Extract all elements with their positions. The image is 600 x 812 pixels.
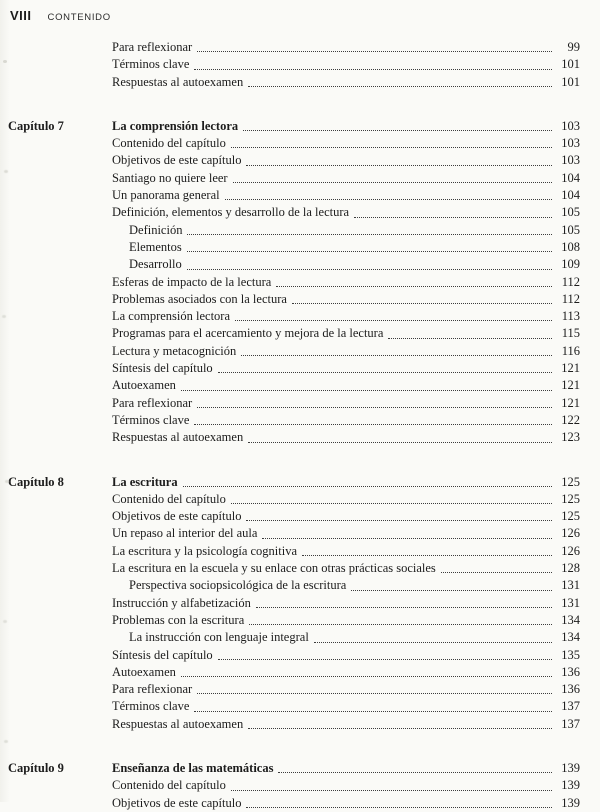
entry-page: 139	[561, 760, 580, 775]
entry-title: Autoexamen	[112, 378, 176, 393]
toc-entry	[112, 612, 580, 629]
entry-title: Perspectiva sociopsicológica de la escritura	[129, 578, 347, 593]
entry-page: 123	[561, 430, 580, 445]
toc-entry	[112, 647, 580, 664]
chapter-label: Capítulo 8	[8, 474, 64, 489]
entry-title: Objetivos de este capítulo	[112, 509, 242, 524]
dot-leader	[246, 807, 552, 808]
dot-leader	[231, 503, 552, 504]
toc-entry	[112, 135, 580, 152]
dot-leader	[181, 390, 552, 391]
toc-entry	[112, 429, 580, 446]
toc-entry	[112, 629, 580, 646]
dot-leader	[248, 728, 552, 729]
dot-leader	[243, 130, 552, 131]
entry-page: 121	[561, 378, 580, 393]
entry-page: 122	[561, 412, 580, 427]
entry-title: La escritura	[112, 474, 178, 489]
entry-title: Contenido del capítulo	[112, 136, 226, 151]
toc-entry	[112, 543, 580, 560]
entry-page: 139	[561, 778, 580, 793]
toc-section	[8, 760, 580, 812]
entry-page: 134	[561, 630, 580, 645]
entry-title: La escritura en la escuela y su enlace con otras prácticas sociales	[112, 561, 436, 576]
toc-entry	[112, 560, 580, 577]
dot-leader	[187, 234, 552, 235]
entry-title: Problemas asociados con la lectura	[112, 291, 287, 306]
entry-page: 116	[561, 343, 580, 358]
toc-entry	[112, 170, 580, 187]
dot-leader	[197, 693, 552, 694]
entry-page: 128	[561, 561, 580, 576]
entry-title: Elementos	[129, 239, 182, 254]
entry-page: 135	[561, 647, 580, 662]
toc-entry	[112, 360, 580, 377]
entry-page: 134	[561, 612, 580, 627]
entry-title: Para reflexionar	[112, 682, 193, 697]
dot-leader	[354, 217, 552, 218]
entry-page: 103	[561, 153, 580, 168]
entry-title: Para reflexionar	[112, 40, 193, 54]
entry-page: 105	[561, 205, 580, 220]
entry-page: 104	[561, 170, 580, 185]
entry-list	[112, 118, 580, 447]
entry-title: Enseñanza de las matemáticas	[112, 760, 274, 775]
entry-page: 125	[561, 509, 580, 524]
toc-entry	[112, 152, 580, 169]
entry-title: Lectura y metacognición	[112, 343, 237, 358]
entry-title: La escritura y la psicología cognitiva	[112, 543, 298, 558]
entry-page: 125	[561, 491, 580, 506]
entry-page: 125	[561, 474, 580, 489]
entry-title: Objetivos de este capítulo	[112, 153, 242, 168]
dot-leader	[388, 338, 552, 339]
entry-title: Contenido del capítulo	[112, 778, 226, 793]
entry-title: Instrucción y alfabetización	[112, 595, 251, 610]
toc-entry	[112, 256, 580, 273]
dot-leader	[218, 659, 552, 660]
entry-list	[112, 39, 580, 91]
dot-leader	[314, 642, 552, 643]
toc-entry	[112, 795, 580, 812]
entry-title: Autoexamen	[112, 664, 176, 679]
dot-leader	[218, 372, 552, 373]
entry-title: Un panorama general	[112, 188, 220, 203]
dot-leader	[248, 86, 552, 87]
toc-entry	[112, 395, 580, 412]
dot-leader	[197, 407, 552, 408]
entry-page: 108	[561, 239, 580, 254]
toc-section	[8, 39, 580, 91]
dot-leader	[249, 624, 552, 625]
entry-page: 101	[561, 74, 580, 89]
entry-page: 99	[567, 40, 580, 54]
toc-entry	[112, 343, 580, 360]
toc-entry	[112, 204, 580, 221]
entry-title: Para reflexionar	[112, 395, 193, 410]
entry-title: Un repaso al interior del aula	[112, 526, 258, 541]
toc-entry	[112, 681, 580, 698]
dot-leader	[246, 165, 552, 166]
dot-leader	[235, 320, 552, 321]
entry-page: 112	[561, 291, 580, 306]
entry-title: Definición, elementos y desarrollo de la lectura	[112, 205, 350, 220]
toc-entry	[112, 74, 580, 91]
chapter-label	[8, 39, 112, 91]
entry-title: La comprensión lectora	[112, 118, 239, 133]
entry-title: Definición	[129, 222, 183, 237]
dot-leader	[276, 286, 552, 287]
toc-entry	[112, 698, 580, 715]
entry-title: Problemas con la escritura	[112, 612, 245, 627]
dot-leader	[246, 520, 552, 521]
toc-entry	[112, 308, 580, 325]
entry-page: 103	[561, 136, 580, 151]
entry-title: Contenido del capítulo	[112, 491, 226, 506]
entry-page: 126	[561, 543, 580, 558]
entry-title: Respuestas al autoexamen	[112, 430, 244, 445]
dot-leader	[302, 555, 552, 556]
toc-entry	[112, 716, 580, 733]
dot-leader	[187, 251, 552, 252]
entry-page: 139	[561, 795, 580, 810]
entry-page: 121	[561, 361, 580, 376]
entry-page: 104	[561, 188, 580, 203]
entry-title: Términos clave	[112, 699, 190, 714]
entry-title: Términos clave	[112, 57, 190, 72]
running-head	[8, 8, 580, 23]
dot-leader	[351, 590, 552, 591]
dot-leader	[241, 355, 552, 356]
entry-page: 113	[561, 309, 580, 324]
entry-page: 126	[561, 526, 580, 541]
entry-title: Desarrollo	[129, 257, 182, 272]
chapter-label: Capítulo 7	[8, 118, 64, 133]
toc-entry	[112, 412, 580, 429]
dot-leader	[248, 442, 552, 443]
toc-entry	[112, 291, 580, 308]
toc-entry	[112, 377, 580, 394]
toc-entry	[112, 760, 580, 777]
toc-entry	[112, 491, 580, 508]
toc-entry	[112, 595, 580, 612]
toc-entry	[112, 56, 580, 73]
dot-leader	[181, 676, 552, 677]
dot-leader	[187, 269, 552, 270]
entry-page: 136	[561, 664, 580, 679]
dot-leader	[441, 572, 552, 573]
toc	[8, 39, 580, 812]
toc-entry	[112, 474, 580, 491]
running-title: CONTENIDO	[47, 12, 111, 23]
toc-entry	[112, 222, 580, 239]
entry-title: Esferas de impacto de la lectura	[112, 274, 272, 289]
entry-title: Síntesis del capítulo	[112, 647, 213, 662]
entry-page: 115	[561, 326, 580, 341]
entry-title: Santiago no quiere leer	[112, 170, 228, 185]
toc-entry	[112, 508, 580, 525]
entry-page: 137	[561, 716, 580, 731]
dot-leader	[233, 182, 552, 183]
toc-entry	[112, 39, 580, 56]
dot-leader	[197, 51, 552, 52]
entry-title: Objetivos de este capítulo	[112, 795, 242, 810]
toc-entry	[112, 577, 580, 594]
entry-title: Respuestas al autoexamen	[112, 74, 244, 89]
toc-entry	[112, 274, 580, 291]
dot-leader	[231, 790, 552, 791]
entry-page: 101	[561, 57, 580, 72]
dot-leader	[183, 486, 552, 487]
entry-list	[112, 474, 580, 733]
entry-page: 131	[561, 578, 580, 593]
toc-entry	[112, 664, 580, 681]
entry-title: Síntesis del capítulo	[112, 361, 213, 376]
dot-leader	[231, 147, 552, 148]
dot-leader	[194, 424, 552, 425]
entry-page: 109	[561, 257, 580, 272]
toc-section	[8, 474, 580, 733]
toc-entry	[112, 325, 580, 342]
dot-leader	[292, 303, 552, 304]
entry-page: 105	[561, 222, 580, 237]
entry-title: Términos clave	[112, 412, 190, 427]
toc-entry	[112, 239, 580, 256]
entry-list	[112, 760, 580, 812]
dot-leader	[278, 772, 552, 773]
page-number: VIII	[10, 8, 32, 23]
dot-leader	[256, 607, 552, 608]
dot-leader	[194, 69, 552, 70]
entry-page: 103	[561, 118, 580, 133]
dot-leader	[194, 711, 552, 712]
chapter-label: Capítulo 9	[8, 760, 64, 775]
entry-page: 136	[561, 682, 580, 697]
entry-title: La comprensión lectora	[112, 309, 231, 324]
entry-title: La instrucción con lenguaje integral	[129, 630, 309, 645]
toc-section	[8, 118, 580, 447]
entry-page: 121	[561, 395, 580, 410]
entry-page: 112	[561, 274, 580, 289]
entry-title: Programas para el acercamiento y mejora de la lectura	[112, 326, 384, 341]
toc-entry	[112, 777, 580, 794]
entry-page: 131	[561, 595, 580, 610]
toc-entry	[112, 187, 580, 204]
toc-entry	[112, 118, 580, 135]
dot-leader	[262, 538, 552, 539]
toc-entry	[112, 525, 580, 542]
entry-page: 137	[561, 699, 580, 714]
entry-title: Respuestas al autoexamen	[112, 716, 244, 731]
dot-leader	[225, 199, 552, 200]
